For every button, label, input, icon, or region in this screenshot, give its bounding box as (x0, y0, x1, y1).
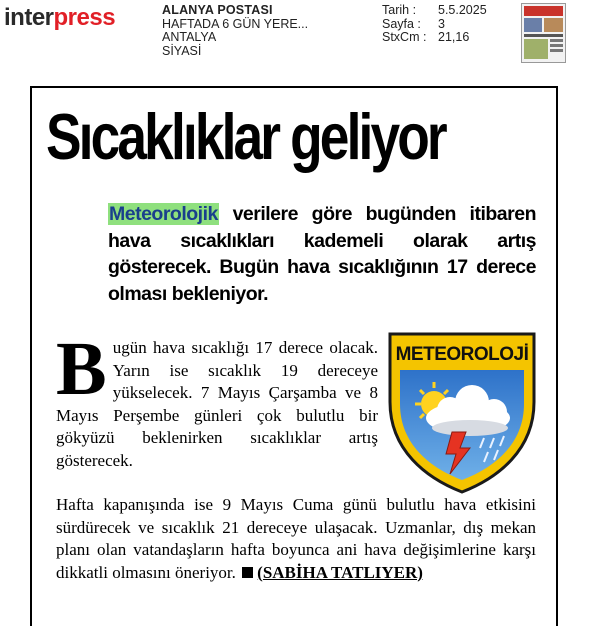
article-paragraph-1 (56, 327, 378, 472)
area-value: 21,16 (438, 30, 470, 44)
spot-text: verilere göre bugünden itibaren hava sıcaklıkları kademeli olarak artış gösterecek. Bugün hava sıcaklığının 17 derece olması bekleniyor. (108, 203, 536, 305)
article-headline: Sıcaklıklar geliyor (46, 100, 445, 173)
article-paragraph-2 (56, 494, 536, 584)
publication-name: ALANYA POSTASI (162, 3, 273, 17)
paragraph-1-text: ugün hava sıcaklığı 17 derece olacak. Yarın ise sıcaklık 19 dereceye yükselecek. 7 Mayıs Çarşamba ve 8 Mayıs Perşembe günleri çok bulutlu bir gökyüzü beklenirken sıcaklıklar artış gösterecek. (56, 338, 378, 470)
clipping-meta (382, 4, 487, 45)
page-value: 3 (438, 16, 445, 31)
meteoroloji-badge (388, 332, 536, 494)
drop-cap: B (56, 327, 107, 411)
paragraph-2-text: Hafta kapanışında ise 9 Mayıs Cuma günü bulutlu hava etkisini sürdürecek ve sıcaklık 21 dereceye ulaşacak. Uzmanlar, dış mekan planı olan vatandaşların hafta boyunca ani hava değişimlerine karşı dikkatli olmasını öneriyor. (56, 495, 536, 582)
date-label: Tarih : (382, 3, 417, 17)
page-label: Sayfa : (382, 16, 421, 31)
highlighted-keyword: Meteorolojik (109, 203, 218, 225)
article-byline: (SABİHA TATLIYER) (257, 562, 423, 582)
publication-frequency: HAFTADA 6 GÜN YERE... (162, 16, 309, 31)
publication-city: ANTALYA (162, 30, 217, 44)
logo-press: press (53, 4, 116, 31)
publication-section: SİYASİ (162, 43, 202, 58)
date-value: 5.5.2025 (438, 3, 487, 17)
interpress-logo (4, 4, 115, 32)
logo-inter: inter (4, 4, 54, 31)
badge-title: METEOROLOJİ (395, 344, 529, 365)
page-thumbnail[interactable] (521, 3, 566, 63)
publication-meta (162, 4, 308, 58)
byline-square-icon (242, 567, 253, 578)
area-label: StxCm : (382, 30, 427, 44)
article-spot (108, 201, 536, 307)
